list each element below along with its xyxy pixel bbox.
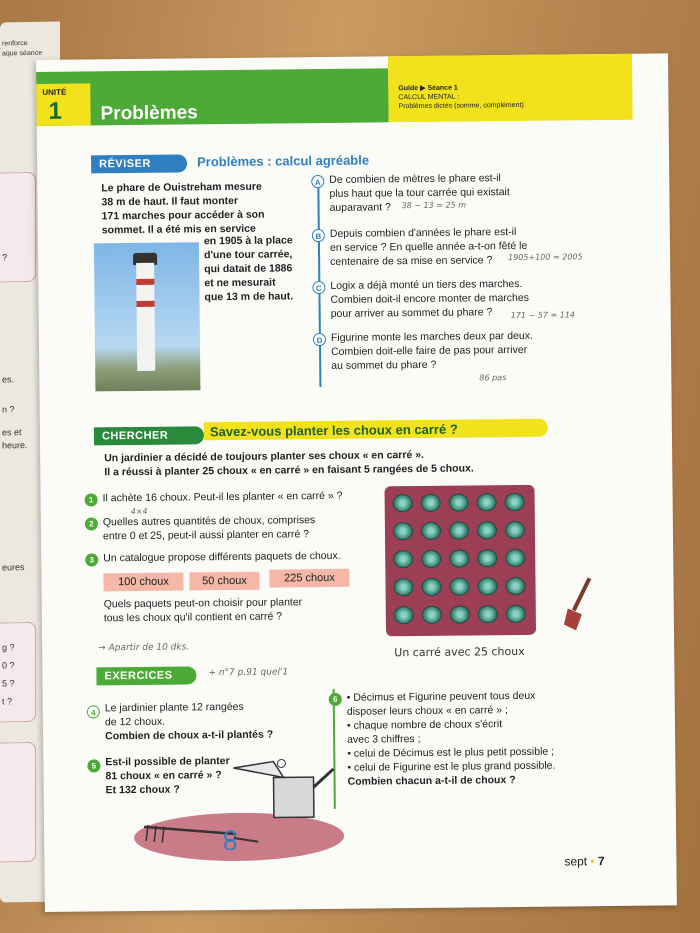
cabbage bbox=[505, 493, 525, 511]
cabbage bbox=[393, 578, 413, 596]
cabbage bbox=[421, 494, 441, 512]
text-line: Il a réussi à planter 25 choux « en carré » en faisant 5 rangées de 5 choux. bbox=[104, 462, 474, 479]
chercher-q1: Il achète 16 choux. Peut-il les planter « en carré » ? bbox=[102, 489, 343, 505]
q-line: Et 132 choux ? bbox=[105, 783, 180, 797]
lighthouse-band bbox=[137, 301, 155, 307]
badge-c: C bbox=[312, 281, 325, 294]
left-fragment: 5 ? bbox=[2, 678, 15, 689]
q-line: plus haut que la tour carrée qui existait bbox=[329, 186, 510, 200]
exercise-5 bbox=[105, 754, 230, 797]
cabbage bbox=[505, 521, 525, 539]
page-digit: 7 bbox=[597, 854, 605, 869]
q-line: De combien de mètres le phare est-il bbox=[329, 172, 501, 186]
page-word: sept bbox=[564, 854, 588, 869]
cabbage bbox=[393, 494, 413, 512]
cabbage bbox=[477, 549, 497, 567]
q-line: Quelles autres quantités de choux, comprises bbox=[102, 514, 316, 529]
textbook-page bbox=[36, 53, 677, 912]
q-line: centenaire de sa mise en service ? bbox=[330, 254, 493, 268]
badge-2: 2 bbox=[85, 517, 98, 530]
left-fragment: ? bbox=[2, 252, 8, 263]
mental-topic: Problèmes dictés (somme, complément) bbox=[398, 101, 524, 111]
exercise-6 bbox=[347, 689, 556, 789]
q-line: • chaque nombre de choux s'écrit bbox=[346, 718, 503, 732]
exercices-tag: EXERCICES bbox=[96, 666, 196, 685]
text-line: 171 marches pour accéder à son bbox=[101, 208, 265, 223]
text-line: qui datait de 1886 bbox=[204, 262, 293, 276]
cabbage bbox=[421, 550, 441, 568]
badge-5: 5 bbox=[87, 759, 100, 772]
q-line: Le jardinier plante 12 rangées bbox=[104, 700, 244, 715]
badge-3: 3 bbox=[85, 553, 98, 566]
text-line: sommet. Il a été mis en service bbox=[101, 222, 256, 237]
left-fragment: g ? bbox=[2, 642, 15, 653]
q-line: Figurine monte les marches deux par deux. bbox=[330, 329, 533, 344]
cabbage bbox=[505, 577, 525, 595]
cabbage bbox=[394, 606, 414, 624]
package-50: 50 choux bbox=[189, 572, 259, 591]
q-line: Combien chacun a-t-il de choux ? bbox=[347, 774, 516, 788]
handwritten-note-c: 171 − 57 = 114 bbox=[510, 310, 576, 321]
left-fragment: aque séance bbox=[2, 49, 43, 58]
q-line: • celui de Décimus est le plus petit possible ; bbox=[347, 745, 555, 760]
left-fragment: es et bbox=[2, 427, 22, 438]
unit-label: UNITÉ bbox=[42, 87, 67, 97]
handwritten-note-a: 38 − 13 = 25 m bbox=[401, 200, 467, 211]
mental-label: CALCUL MENTAL : bbox=[398, 93, 460, 102]
left-fragment: es. bbox=[2, 374, 15, 385]
left-band bbox=[0, 742, 36, 863]
scissors-icon bbox=[222, 830, 262, 850]
cabbage bbox=[506, 605, 526, 623]
cabbage bbox=[505, 549, 525, 567]
chercher-tag: CHERCHER bbox=[94, 426, 204, 445]
chercher-intro bbox=[104, 447, 474, 479]
separator-dot: • bbox=[590, 854, 595, 869]
handwritten-note-d: 86 pas bbox=[479, 373, 507, 383]
question-d bbox=[331, 329, 533, 373]
q-line: Est-il possible de planter bbox=[105, 755, 230, 769]
text-line: d'une tour carrée, bbox=[203, 248, 293, 262]
chercher-q3b bbox=[104, 595, 303, 625]
text-line: Le phare de Ouistreham mesure bbox=[101, 180, 262, 195]
lighthouse-band bbox=[136, 279, 154, 285]
q-line: avec 3 chiffres ; bbox=[347, 733, 421, 746]
text-line: Un jardinier a décidé de toujours planter ses choux « en carré ». bbox=[104, 448, 425, 465]
chercher-title: Savez-vous planter les choux en carré ? bbox=[204, 419, 548, 441]
chercher-q2 bbox=[103, 513, 316, 543]
cabbage bbox=[421, 522, 441, 540]
left-fragment: 0 ? bbox=[2, 660, 15, 671]
q-line: auparavant ? bbox=[329, 201, 391, 214]
q-line: entre 0 et 25, peut-il aussi planter en carré ? bbox=[102, 528, 310, 543]
q-line: 81 choux « en carré » ? bbox=[105, 769, 222, 783]
cabbage-caption: Un carré avec 25 choux bbox=[394, 644, 525, 660]
cabbage bbox=[393, 522, 413, 540]
q-line: Logix a déjà monté un tiers des marches. bbox=[330, 277, 523, 292]
q-line: tous les choux qu'il contient en carré ? bbox=[103, 610, 283, 625]
chercher-q3: Un catalogue propose différents paquets de choux. bbox=[103, 549, 341, 565]
left-fragment: n ? bbox=[2, 404, 15, 415]
badge-d: D bbox=[313, 333, 326, 346]
crocodile-watering-can-icon bbox=[223, 747, 344, 838]
badge-6: 6 bbox=[329, 693, 342, 706]
guide-label: Guide ▶ Séance 1 bbox=[398, 84, 458, 93]
lighthouse-photo bbox=[94, 242, 201, 391]
page-number bbox=[564, 854, 604, 868]
q-line: pour arriver au sommet du phare ? bbox=[330, 306, 493, 320]
cabbage bbox=[477, 493, 497, 511]
shovel-icon bbox=[559, 574, 600, 634]
cabbage bbox=[477, 521, 497, 539]
handwritten-note-b: 1905+100 = 2005 bbox=[508, 252, 583, 263]
cabbage bbox=[449, 549, 469, 567]
reviser-text bbox=[101, 180, 264, 238]
badge-b: B bbox=[312, 229, 325, 242]
q-line: Combien de choux a-t-il plantés ? bbox=[105, 728, 274, 743]
page-title: Problèmes bbox=[100, 102, 198, 125]
guide-block bbox=[398, 83, 524, 111]
q-line: Quels paquets peut-on choisir pour planter bbox=[103, 596, 303, 611]
q-line: Combien doit-il encore monter de marches bbox=[330, 291, 530, 306]
handwritten-note-exercices: + n°7 p.91 quel'1 bbox=[208, 667, 289, 679]
cabbage bbox=[478, 605, 498, 623]
exercise-4 bbox=[105, 700, 273, 744]
question-c bbox=[330, 277, 529, 321]
left-fragment: t ? bbox=[2, 696, 13, 707]
cabbage bbox=[449, 493, 469, 511]
left-fragment: renforce bbox=[2, 40, 28, 48]
handwritten-note-q3: → Apartir de 10 dks. bbox=[98, 642, 190, 654]
text-line: 38 m de haut. Il faut monter bbox=[101, 194, 239, 209]
left-band bbox=[0, 172, 36, 283]
reviser-tag: RÉVISER bbox=[91, 154, 187, 173]
text-line: en 1905 à la place bbox=[203, 234, 293, 248]
cabbage bbox=[450, 605, 470, 623]
package-100: 100 choux bbox=[103, 572, 183, 591]
left-band bbox=[0, 622, 36, 723]
handwritten-note-q1: 4×4 bbox=[130, 506, 148, 517]
cabbage bbox=[477, 577, 497, 595]
reviser-text-cont bbox=[204, 233, 293, 304]
q-line: en service ? En quelle année a-t-on fêté le bbox=[329, 239, 528, 254]
q-line: disposer leurs choux « en carré » ; bbox=[346, 704, 508, 718]
badge-4: 4 bbox=[87, 705, 100, 718]
question-b bbox=[330, 225, 528, 269]
package-225: 225 choux bbox=[269, 569, 349, 588]
left-fragment: heure. bbox=[2, 440, 28, 451]
cabbage-field-illustration bbox=[384, 485, 536, 637]
left-fragment: eures bbox=[2, 562, 25, 573]
q-line: Combien doit-elle faire de pas pour arriver bbox=[331, 343, 528, 358]
text-line: que 13 m de haut. bbox=[204, 290, 294, 304]
text-line: et ne mesurait bbox=[204, 276, 276, 290]
cabbage bbox=[449, 577, 469, 595]
unit-number: 1 bbox=[48, 97, 63, 125]
q-line: au sommet du phare ? bbox=[331, 358, 437, 372]
q-line: Depuis combien d'années le phare est-il bbox=[329, 225, 517, 240]
cabbage bbox=[393, 550, 413, 568]
q-line: • Décimus et Figurine peuvent tous deux bbox=[346, 689, 536, 704]
cabbage bbox=[422, 606, 442, 624]
badge-1: 1 bbox=[85, 493, 98, 506]
badge-a: A bbox=[311, 175, 324, 188]
cabbage bbox=[449, 521, 469, 539]
reviser-title: Problèmes : calcul agréable bbox=[196, 152, 370, 170]
cabbage bbox=[421, 578, 441, 596]
q-line: • celui de Figurine est le plus grand possible. bbox=[347, 759, 556, 774]
q-line: de 12 choux. bbox=[104, 715, 166, 729]
